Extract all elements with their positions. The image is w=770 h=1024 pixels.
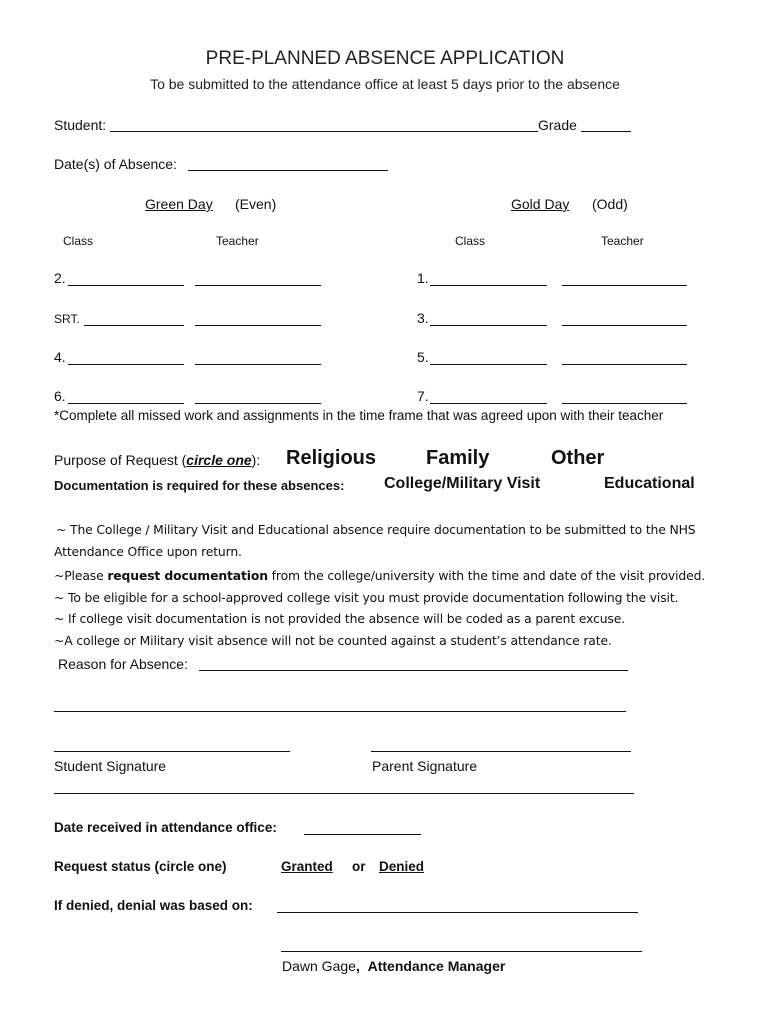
date-received-label: Date received in attendance office: (54, 820, 277, 835)
gold-day-label: Gold Day (511, 196, 570, 212)
option-other[interactable]: Other (551, 447, 605, 469)
parent-signature-label: Parent Signature (372, 758, 478, 774)
gold-day-parity: (Odd) (592, 196, 628, 212)
note-line (54, 568, 705, 583)
option-college-military-visit[interactable]: College/Military Visit (384, 475, 541, 492)
option-family[interactable]: Family (426, 447, 490, 469)
status-granted[interactable]: Granted (281, 859, 333, 874)
left-class-field[interactable] (68, 364, 184, 365)
left-class-field[interactable] (68, 285, 184, 286)
left-teacher-field[interactable] (195, 364, 321, 365)
page-title: PRE-PLANNED ABSENCE APPLICATION (205, 48, 565, 69)
left-teacher-field[interactable] (195, 325, 321, 326)
manager-title: Attendance Manager (367, 958, 506, 974)
right-row-label: 5. (417, 349, 429, 365)
manager-signature-block (282, 958, 505, 974)
left-class-field[interactable] (68, 403, 184, 404)
note-text: ~Please (54, 568, 108, 583)
note-text: from the college/university with the time and date of the visit provided. (267, 568, 706, 583)
left-row-label: 4. (54, 349, 66, 365)
manager-comma: , (355, 958, 360, 974)
note-line: Attendance Office upon return. (54, 544, 242, 559)
date-received-field[interactable] (304, 834, 421, 835)
reason-label: Reason for Absence: (58, 656, 188, 672)
grade-label: Grade (538, 117, 577, 133)
purpose-label-suffix: ): (251, 452, 261, 468)
divider (54, 793, 634, 794)
note-line: ~ The College / Military Visit and Educational absence require documentation to be submitted to the NHS (56, 522, 696, 537)
denial-reason-field[interactable] (277, 912, 638, 913)
right-teacher-field[interactable] (562, 403, 687, 404)
left-row-label: SRT. (54, 312, 80, 326)
right-row-label: 7. (417, 388, 429, 404)
manager-signature-line (281, 951, 642, 952)
note-line: ~A college or Military visit absence will not be counted against a student’s attendance rate. (54, 633, 612, 648)
green-day-label: Green Day (145, 196, 213, 212)
note-line: ~ To be eligible for a school-approved college visit you must provide documentation following the visit. (54, 590, 679, 605)
student-signature-label: Student Signature (54, 758, 167, 774)
denial-reason-label: If denied, denial was based on: (54, 898, 253, 913)
right-teacher-header: Teacher (601, 234, 644, 248)
note-bold-text: request documentation (107, 568, 268, 583)
left-teacher-field[interactable] (195, 403, 321, 404)
left-teacher-header: Teacher (216, 234, 259, 248)
note-line: ~ If college visit documentation is not provided the absence will be coded as a parent excuse. (54, 611, 625, 626)
right-teacher-field[interactable] (562, 325, 687, 326)
left-row-label: 6. (54, 388, 66, 404)
right-class-field[interactable] (430, 285, 547, 286)
right-row-label: 1. (417, 270, 429, 286)
left-teacher-field[interactable] (195, 285, 321, 286)
green-day-parity: (Even) (235, 196, 277, 212)
left-row-label: 2. (54, 270, 66, 286)
right-class-field[interactable] (430, 364, 547, 365)
purpose-label-prefix: Purpose of Request ( (54, 452, 187, 468)
left-class-field[interactable] (84, 325, 184, 326)
status-or: or (352, 859, 366, 874)
right-class-field[interactable] (430, 403, 547, 404)
complete-work-note: *Complete all missed work and assignments in the time frame that was agreed upon with their teacher (54, 408, 664, 423)
right-teacher-field[interactable] (562, 364, 687, 365)
right-teacher-field[interactable] (562, 285, 687, 286)
parent-signature-field[interactable] (371, 751, 631, 752)
reason-field[interactable] (199, 670, 628, 671)
dates-field[interactable] (188, 170, 388, 171)
option-religious[interactable]: Religious (286, 447, 377, 469)
circle-one-text: circle one (186, 452, 252, 468)
student-signature-field[interactable] (54, 751, 290, 752)
documentation-required-label: Documentation is required for these absences: (54, 478, 345, 493)
dates-label: Date(s) of Absence: (54, 156, 177, 172)
purpose-label (54, 452, 260, 468)
right-row-label: 3. (417, 310, 429, 326)
option-educational[interactable]: Educational (604, 475, 695, 492)
status-denied[interactable]: Denied (379, 859, 425, 874)
request-status-label: Request status (circle one) (54, 859, 227, 874)
left-class-header: Class (63, 234, 94, 248)
right-class-field[interactable] (430, 325, 547, 326)
reason-field-line-2[interactable] (54, 711, 626, 712)
student-name-field[interactable] (110, 131, 538, 132)
right-class-header: Class (455, 234, 486, 248)
manager-name: Dawn Gage (282, 958, 356, 974)
student-label: Student: (54, 117, 107, 133)
grade-field[interactable] (581, 131, 631, 132)
page-subtitle: To be submitted to the attendance office at least 5 days prior to the absence (150, 76, 620, 92)
